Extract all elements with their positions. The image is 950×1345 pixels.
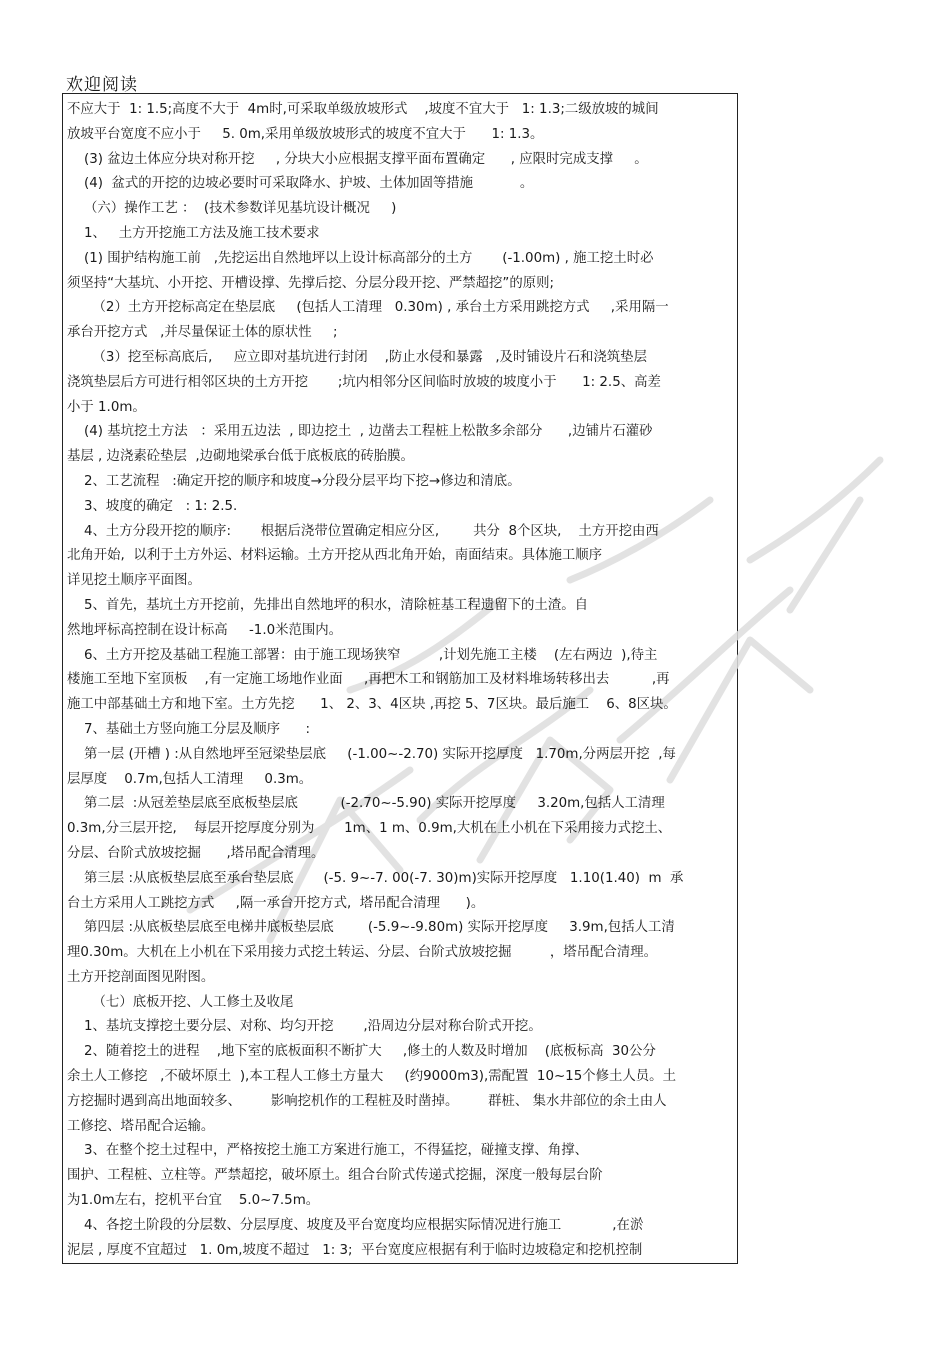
- text-line: 3、坡度的确定 : 1: 2.5.: [67, 498, 238, 514]
- text-line: 不应大于 1: 1.5;高度不大于 4m时,可采取单级放坡形式 ,坡度不宜大于 1: 1.3;二级放坡的城间: [67, 102, 659, 117]
- text-line: 然地坪标高控制在设计标高 -1.0米范围内。: [67, 622, 343, 638]
- text-line: （3）挖至标高底后, 应立即对基坑进行封闭 ,防止水侵和暴露 ,及时铺设片石和浇筑垫层: [67, 349, 647, 365]
- text-line: 6、土方开挖及基础工程施工部署：由于施工现场狭窄 ,计划先施工主楼 (左右两边 ),待主: [67, 647, 658, 663]
- text-line: 7、基础土方竖向施工分层及顺序 :: [67, 721, 311, 737]
- text-line: (3) 盆边土体应分块对称开挖 , 分块大小应根据支撑平面布置确定 , 应限时完成支撑 。: [67, 151, 648, 167]
- text-line: 1、 土方开挖施工方法及施工技术要求: [67, 225, 320, 241]
- text-line: 围护、工程桩、立柱等。严禁超挖，破坏原土。组合台阶式传递式挖掘，深度一般每层台阶: [67, 1168, 603, 1184]
- text-line: 第三层 :从底板垫层底至承台垫层底 (-5. 9~-7. 00(-7. 30)m)实际开挖厚度 1.10(1.40) m 承: [67, 870, 684, 886]
- text-line: 北角开始, 以利于土方外运、材料运输。土方开挖从西北角开始，南面结束。具体施工顺序: [67, 548, 603, 564]
- text-line: 基层 , 边浇素砼垫层 ,边砌地梁承台低于底板底的砖胎膜。: [67, 449, 414, 465]
- document-body: [67, 98, 733, 1263]
- text-line: 楼施工至地下室顶板 ,有一定施工场地作业面 ,再把木工和钢筋加工及材料堆场转移出去 ,再: [67, 672, 670, 688]
- text-line: 分层、台阶式放坡挖掘 ,塔吊配合清理。: [67, 845, 325, 861]
- text-line: 余土人工修挖 ,不破坏原土 ),本工程人工修土方量大 (约9000m3),需配置 10~15个修土人员。土: [67, 1069, 676, 1085]
- page-header: 欢迎阅读: [66, 75, 138, 95]
- text-line: 第四层 :从底板垫层底至电梯井底板垫层底 (-5.9~-9.80m) 实际开挖厚度 3.9m,包括人工清: [67, 920, 675, 936]
- text-line: 0.3m,分三层开挖, 每层开挖厚度分别为 1m、1 m、0.9m,大机在上小机在下采用接力式挖土、: [67, 821, 672, 837]
- text-line: 4、土方分段开挖的顺序: 根据后浇带位置确定相应分区, 共分 8个区块, 土方开挖由西: [67, 523, 659, 539]
- text-line: 2、随着挖土的进程 ,地下室的底板面积不断扩大 ,修土的人数及时增加 (底板标高 30公分: [67, 1044, 656, 1060]
- text-line: （六）操作工艺 ： (技术参数详见基坑设计概况 ): [67, 201, 397, 217]
- text-line: (4) 盆式的开挖的边坡必要时可采取降水、护坡、土体加固等措施 。: [67, 176, 534, 192]
- text-line: 泥层 , 厚度不宜超过 1. 0m,坡度不超过 1: 3; 平台宽度应根据有利于临时边坡稳定和挖机控制: [67, 1242, 643, 1258]
- text-line: 第一层 (开槽 ) :从自然地坪至冠梁垫层底 (-1.00~-2.70) 实际开挖厚度 1.70m,分两层开挖 ,每: [67, 746, 676, 762]
- text-line: (1) 围护结构施工前 ,先挖运出自然地坪以上设计标高部分的土方 (-1.00m) , 施工挖土时必: [67, 250, 654, 266]
- text-line: 理0.30m。大机在上小机在下采用接力式挖土转运、分层、台阶式放坡挖掘 ，塔吊配合清理。: [67, 945, 658, 961]
- text-line: 承台开挖方式 ,并尽量保证土体的原状性 ;: [67, 325, 338, 341]
- text-line: 须坚持“大基坑、小开挖、开槽设撑、先撑后挖、分层分段开挖、严禁超挖”的原则;: [67, 275, 555, 291]
- text-line: 5、首先，基坑土方开挖前，先排出自然地坪的积水，清除桩基工程遗留下的土渣。自: [67, 597, 588, 613]
- text-line: 放坡平台宽度不应小于 5. 0m,采用单级放坡形式的坡度不宜大于 1: 1.3。: [67, 126, 544, 142]
- text-line: 小于 1.0m。: [67, 399, 146, 415]
- text-line: 层厚度 0.7m,包括人工清理 0.3m。: [67, 771, 313, 787]
- text-line: 4、各挖土阶段的分层数、分层厚度、坡度及平台宽度均应根据实际情况进行施工 ,在淤: [67, 1217, 644, 1233]
- text-line: 详见挖土顺序平面图。: [67, 573, 201, 589]
- text-line: （七）底板开挖、人工修土及收尾: [67, 994, 294, 1010]
- text-line: （2）土方开挖标高定在垫层底 (包括人工清理 0.30m) , 承台土方采用跳挖方式 ,采用隔一: [67, 300, 669, 316]
- text-line: 1、基坑支撑挖土要分层、对称、均匀开挖 ,沿周边分层对称台阶式开挖。: [67, 1019, 542, 1035]
- text-line: 方挖掘时遇到高出地面较多、 影响挖机作的工程桩及时凿掉。 群桩、 集水井部位的余土由人: [67, 1093, 667, 1109]
- text-line: 第二层 :从冠差垫层底至底板垫层底 (-2.70~-5.90) 实际开挖厚度 3.20m,包括人工清理: [67, 796, 665, 812]
- text-line: 2、工艺流程 :确定开挖的顺序和坡度→分段分层平均下挖→修边和清底。: [67, 473, 521, 489]
- text-line: 工修挖、塔吊配合运输。: [67, 1118, 215, 1134]
- text-line: 3、在整个挖土过程中，严格按挖土施工方案进行施工，不得猛挖，碰撞支撑、角撑、: [67, 1143, 588, 1159]
- text-line: 施工中部基础土方和地下室。土方先挖 1、 2、3、4区块 ,再挖 5、7区块。最后施工 6、8区块。: [67, 697, 677, 713]
- text-line: (4) 基坑挖土方法 ：采用五边法 , 即边挖土 , 边凿去工程桩上松散多余部分 ,边铺片石灌砂: [67, 424, 653, 440]
- text-line: 台土方采用人工跳挖方式 ,隔一承台开挖方式, 塔吊配合清理 )。: [67, 895, 485, 911]
- text-line: 为1.0m左右，挖机平台宜 5.0~7.5m。: [67, 1193, 320, 1209]
- text-line: 土方开挖剖面图见附图。: [67, 969, 215, 985]
- text-line: 浇筑垫层后方可进行相邻区块的土方开挖 ;坑内相邻分区间临时放坡的坡度小于 1: 2.5、高差: [67, 374, 661, 390]
